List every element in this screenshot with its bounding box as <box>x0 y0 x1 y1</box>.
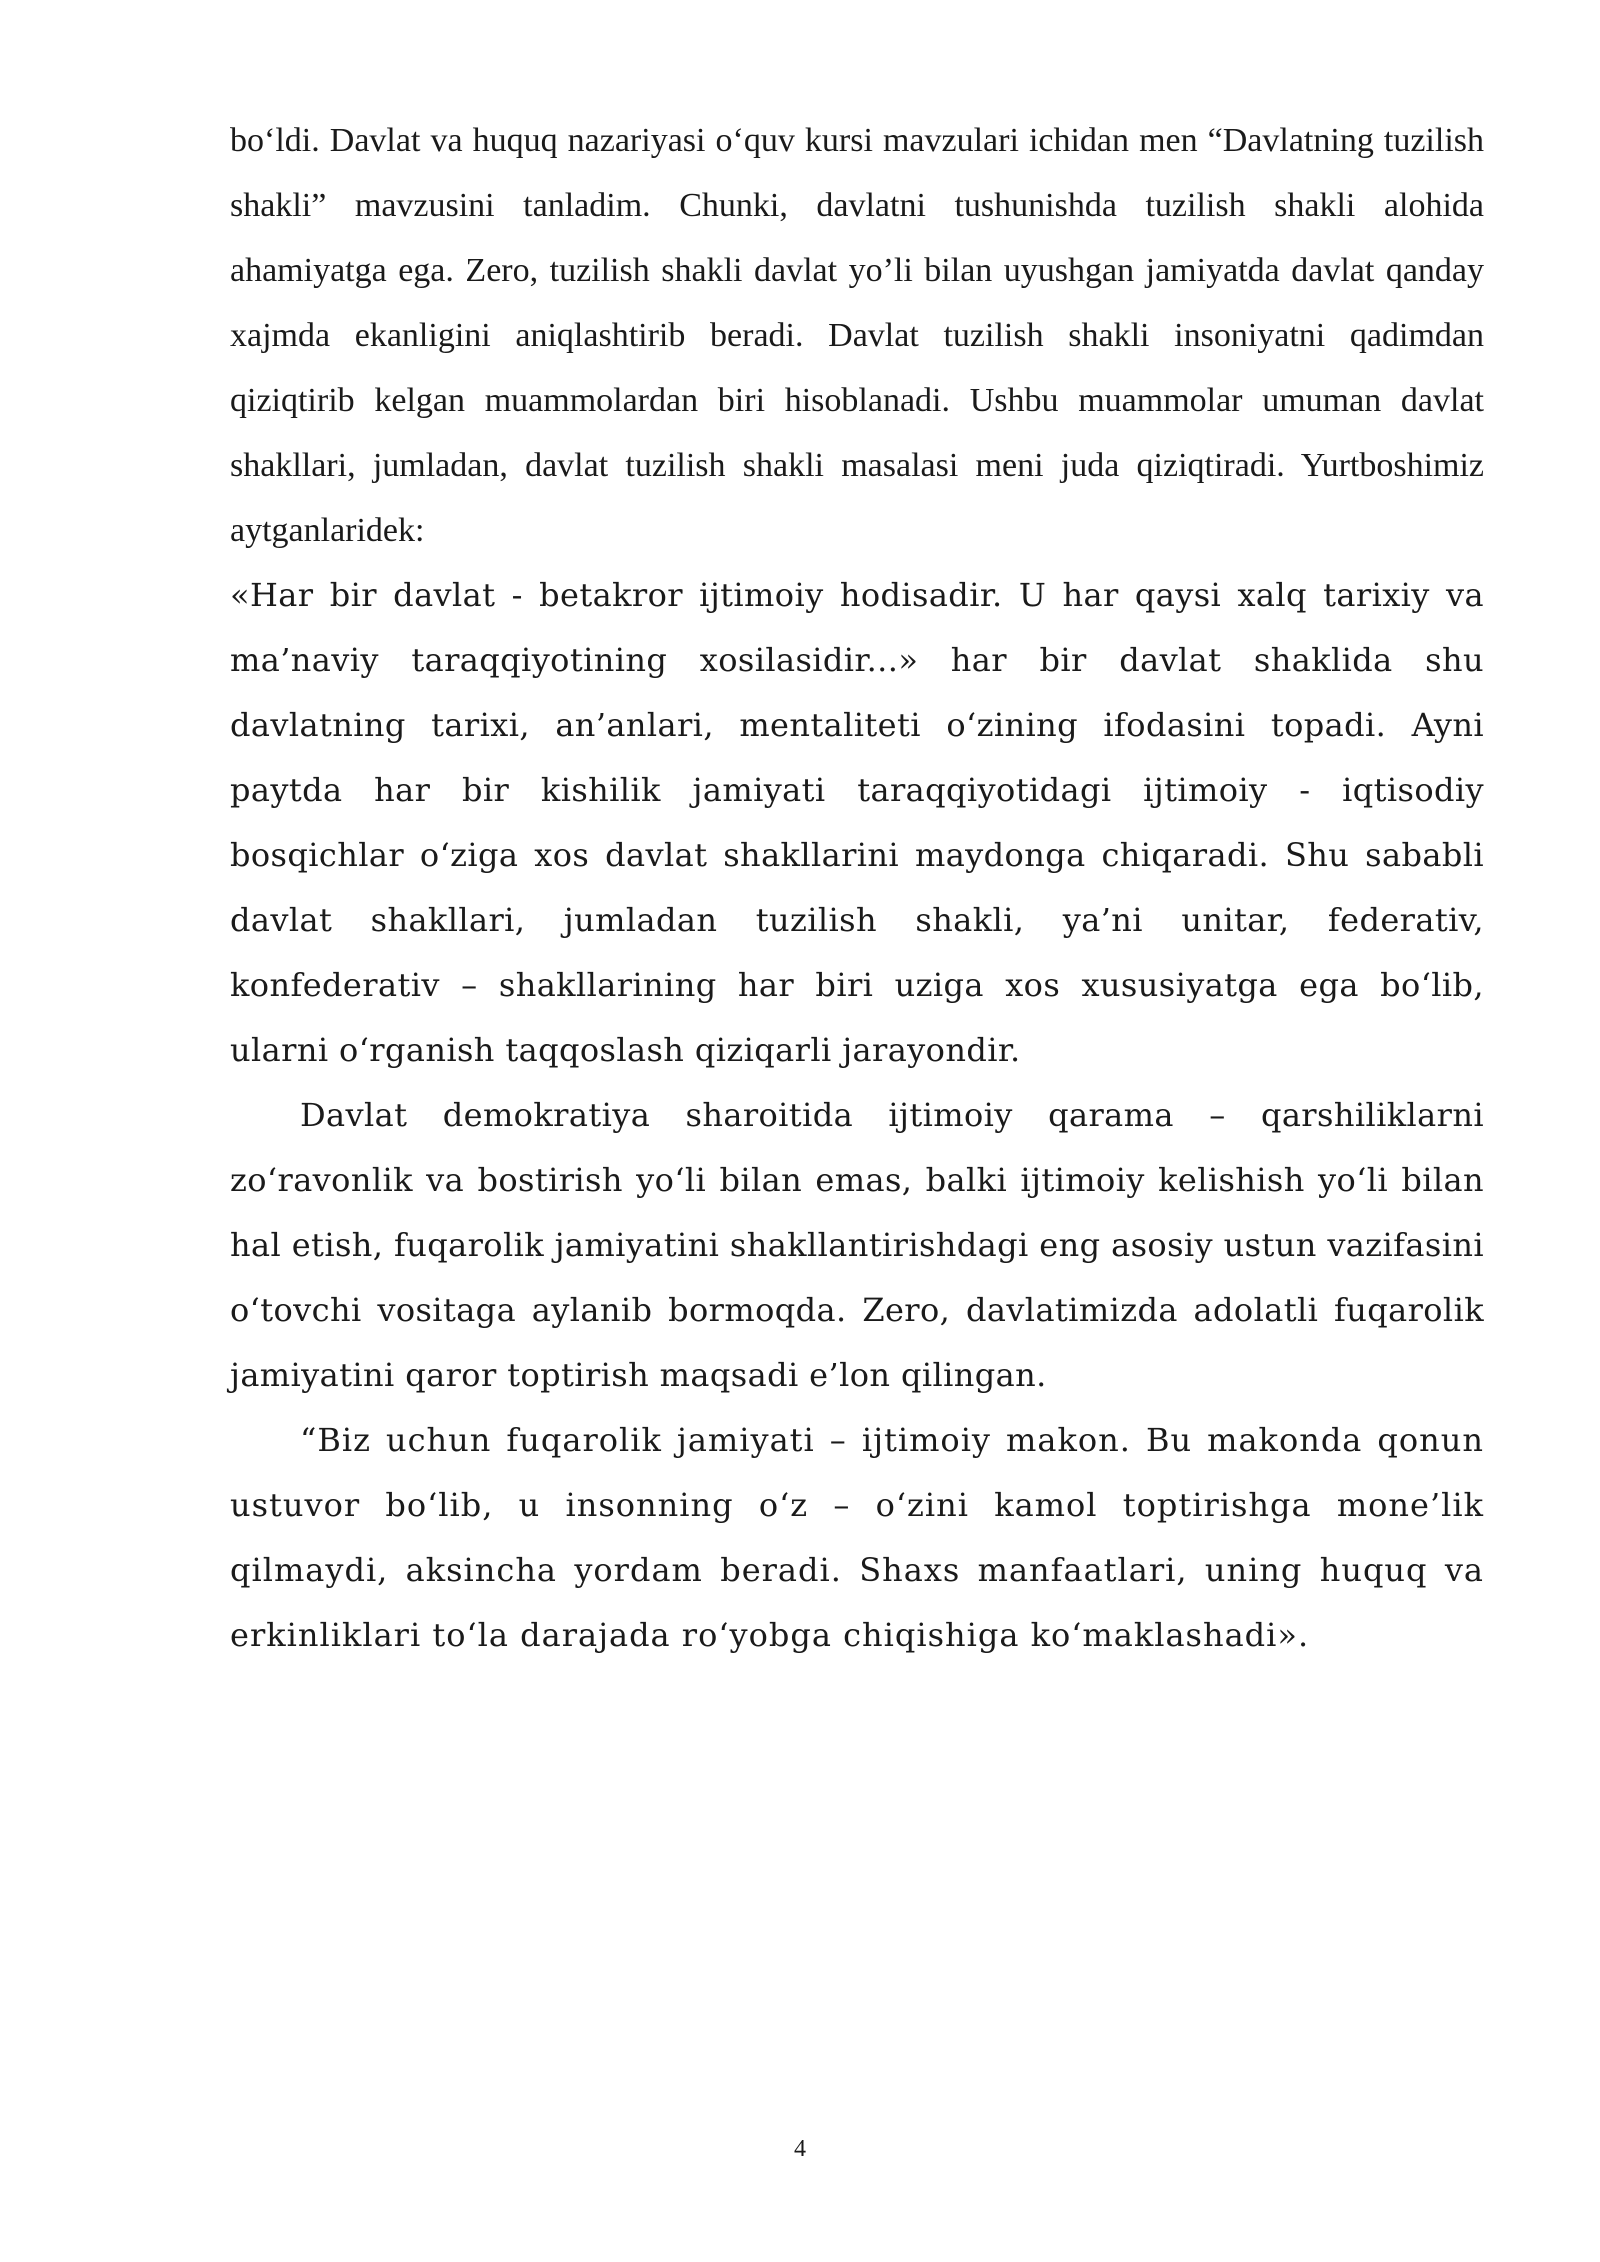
page-number: 4 <box>794 2136 806 2162</box>
paragraph-1-part-1: bo‘ldi. Davlat va huquq nazariyasi o‘quv kursi mavzulari ichidan men “Davlatning tuzilish shakli” mavzusini tanladim. Chunki, davlatni tushunishda tuzilish shakli alohida ahamiyatga ega. Zero, tuzilish shakli davlat yo’li bilan uyushgan jamiyatda davlat qanday xajmda ekanligini aniqlashtirib beradi. Davlat tuzilish shakli insoniyatni qadimdan qiziqtirib kelgan muammolardan biri hisoblanadi. Ushbu muammolar umuman davlat shakllari, jumladan, davlat tuzilish shakli masalasi meni juda qiziqtiradi. Yurtboshimiz aytganlaridek: <box>230 122 1484 549</box>
paragraph-2: Davlat demokratiya sharoitida ijtimoiy qarama – qarshiliklarni zo‘ravonlik va bostirish yo‘li bilan emas, balki ijtimoiy kelishish yo‘li bilan hal etish, fuqarolik jamiyatini shakllantirishdagi eng asosiy ustun vazifasini o‘tovchi vositaga aylanib bormoqda. Zero, davlatimizda adolatli fuqarolik jamiyatini qaror toptirish maqsadi e’lon qilingan. <box>230 1096 1484 1394</box>
paragraph-3: “Biz uchun fuqarolik jamiyati – ijtimoiy makon. Bu makonda qonun ustuvor bo‘lib, u insonning o‘z – o‘zini kamol toptirishga mone’lik qilmaydi, aksincha yordam beradi. Shaxs manfaatlari, uning huquq va erkinliklari to‘la darajada ro‘yobga chiqishiga ko‘maklashadi». <box>230 1421 1484 1654</box>
body-text <box>230 108 1484 1668</box>
paragraph-1-part-2: «Har bir davlat - betakror ijtimoiy hodisadir. U har qaysi xalq tarixiy va ma’naviy taraqqiyotining xosilasidir...» har bir davlat shaklida shu davlatning tarixi, an’anlari, mentaliteti o‘zining ifodasini topadi. Ayni paytda har bir kishilik jamiyati taraqqiyotidagi ijtimoiy - iqtisodiy bosqichlar o‘ziga xos davlat shakllarini maydonga chiqaradi. Shu sababli davlat shakllari, jumladan tuzilish shakli, ya’ni unitar, federativ, konfederativ – shakllarining har biri uziga xos xususiyatga ega bo‘lib, ularni o‘rganish taqqoslash qiziqarli jarayondir. <box>230 576 1484 1069</box>
